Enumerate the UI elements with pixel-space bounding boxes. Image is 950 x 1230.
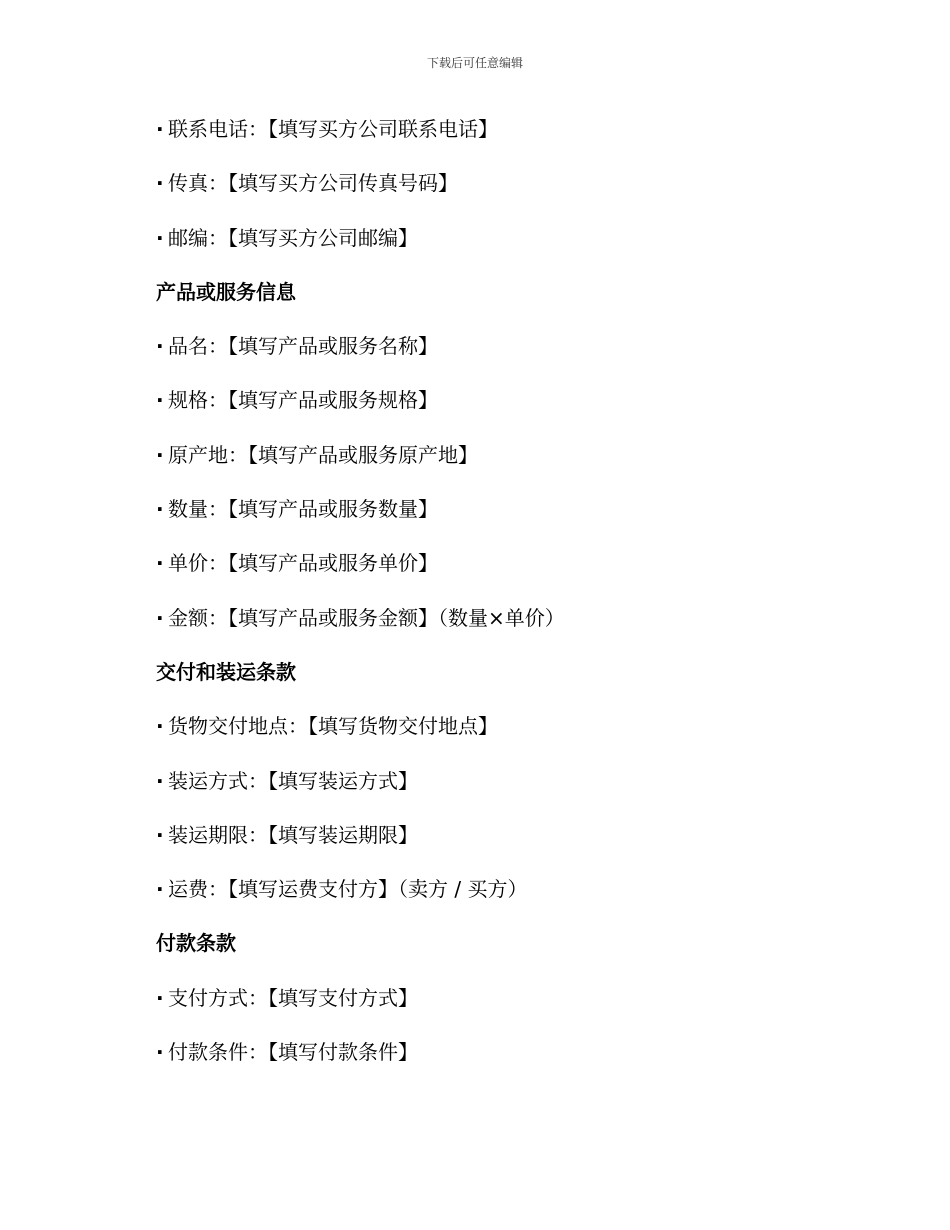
bullet: ·: [156, 171, 164, 196]
bullet: ·: [156, 768, 164, 793]
list-item-text: 装运方式：【填写装运方式】: [168, 768, 418, 793]
list-item-amount: [156, 603, 856, 657]
list-item-freight: [156, 874, 856, 928]
list-item-text: 数量：【填写产品或服务数量】: [168, 497, 438, 522]
list-item-contact-phone: [156, 114, 856, 168]
bullet: ·: [156, 605, 164, 630]
list-item-shipping-deadline: [156, 820, 856, 874]
list-item-payment-conditions: [156, 1037, 856, 1091]
bullet: ·: [156, 442, 164, 467]
bullet: ·: [156, 822, 164, 847]
list-item-shipping-method: [156, 766, 856, 820]
bullet: ·: [156, 225, 164, 250]
bullet: ·: [156, 117, 164, 141]
list-item-postcode: [156, 223, 856, 277]
list-item-text: 原产地：【填写产品或服务原产地】: [168, 442, 478, 467]
list-item-unit-price: [156, 548, 856, 602]
list-item-product-name: [156, 331, 856, 385]
list-item-quantity: [156, 494, 856, 548]
bullet: ·: [156, 985, 164, 1010]
list-item-origin: [156, 440, 856, 494]
list-item-text: 金额：【填写产品或服务金额】（数量×单价）: [168, 605, 565, 630]
list-item-text: 品名：【填写产品或服务名称】: [168, 334, 438, 359]
list-item-text: 邮编：【填写买方公司邮编】: [168, 225, 418, 250]
bullet: ·: [156, 714, 164, 739]
list-item-text: 运费：【填写运费支付方】（卖方 / 买方）: [168, 877, 528, 902]
bullet: ·: [156, 877, 164, 902]
bullet: ·: [156, 334, 164, 359]
bullet: ·: [156, 388, 164, 413]
bullet: ·: [156, 1040, 164, 1065]
list-item-specification: [156, 385, 856, 439]
section-heading-product-info: 产品或服务信息: [156, 279, 296, 304]
document-body: [156, 114, 856, 1091]
list-item-text: 货物交付地点：【填写货物交付地点】: [168, 714, 498, 739]
header-note: 下载后可任意编辑: [426, 56, 523, 70]
list-item-text: 单价：【填写产品或服务单价】: [168, 551, 438, 576]
list-item-text: 联系电话：【填写买方公司联系电话】: [168, 117, 498, 141]
list-item-text: 装运期限：【填写装运期限】: [168, 822, 418, 847]
section-heading-payment-terms: 付款条款: [156, 931, 236, 956]
list-item-text: 支付方式：【填写支付方式】: [168, 985, 418, 1010]
bullet: ·: [156, 497, 164, 522]
list-item-text: 规格：【填写产品或服务规格】: [168, 388, 438, 413]
section-heading-delivery-shipping: 交付和装运条款: [156, 659, 296, 684]
list-item-text: 付款条件：【填写付款条件】: [168, 1040, 418, 1065]
bullet: ·: [156, 551, 164, 576]
list-item-fax: [156, 168, 856, 222]
list-item-payment-method: [156, 983, 856, 1037]
list-item-delivery-place: [156, 711, 856, 765]
list-item-text: 传真：【填写买方公司传真号码】: [168, 171, 458, 196]
